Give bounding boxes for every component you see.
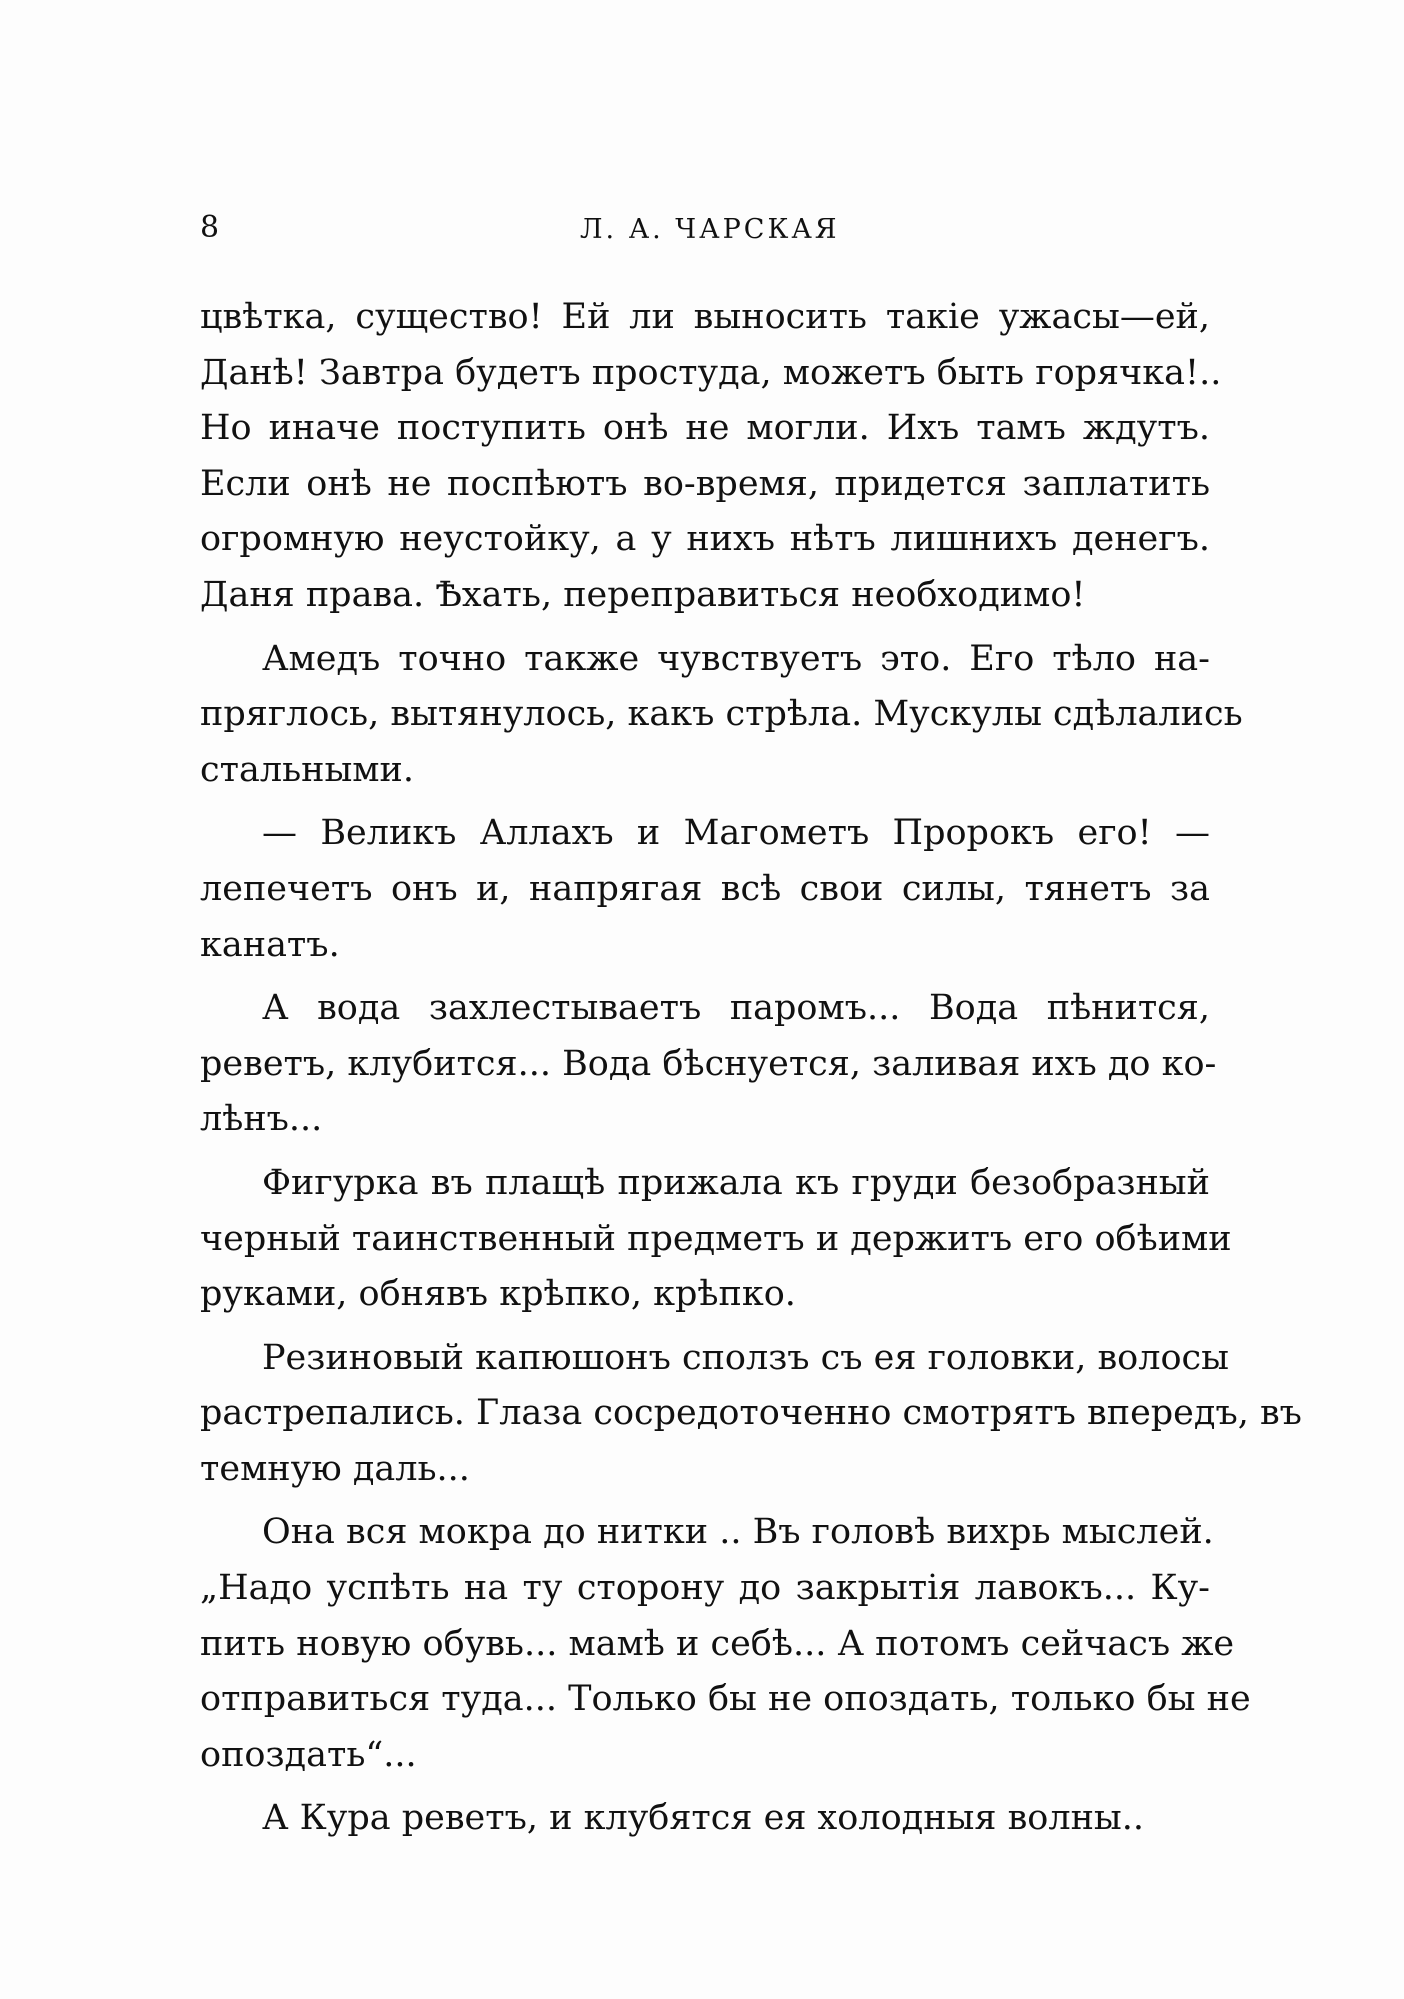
text-line: „Надо успѣть на ту сторону до закрытія лавокъ... Ку- [200,1568,1210,1609]
text-line: опоздать“... [200,1734,417,1775]
text-line: Амедъ точно также чувствуетъ это. Его тѣло на- [262,638,1210,679]
text-line: черный таинственный предметъ и держитъ его обѣими [200,1218,1232,1259]
text-line: — Великъ Аллахъ и Магометъ Пророкъ его! — [262,813,1210,854]
running-head [200,210,1210,250]
page-number: 8 [200,210,220,245]
text-line: А вода захлестываетъ паромъ... Вода пѣнится, [262,988,1210,1029]
text-line: реветъ, клубится... Вода бѣснуется, заливая ихъ до ко- [200,1043,1217,1084]
text-line: стальными. [200,749,414,790]
text-line: огромную неустойку, а у нихъ нѣтъ лишнихъ денегъ. [200,519,1210,560]
text-line: Но иначе поступить онѣ не могли. Ихъ тамъ ждутъ. [200,408,1210,449]
text-line: Даня права. Ѣхать, переправиться необходимо! [200,574,1086,615]
text-line: растрепались. Глаза сосредоточенно смотрятъ впередъ, въ [200,1393,1302,1434]
body-text [200,290,1302,1847]
text-line: пить новую обувь... мамѣ и себѣ... А потомъ сейчасъ же [200,1623,1235,1664]
text-line: лепечетъ онъ и, напрягая всѣ свои силы, тянетъ за [200,868,1210,909]
text-line: темную даль... [200,1448,470,1489]
text-line: руками, обнявъ крѣпко, крѣпко. [200,1274,796,1315]
text-line: Резиновый капюшонъ сползъ съ ея головки, волосы [262,1337,1230,1378]
text-line: Данѣ! Завтра будетъ простуда, можетъ быть горячка!.. [200,352,1222,393]
text-line: отправиться туда... Только бы не опоздать, только бы не [200,1679,1251,1720]
text-line: лѣнъ... [200,1099,323,1140]
text-line: пряглось, вытянулось, какъ стрѣла. Мускулы сдѣлались [200,694,1243,735]
author-name: Л. А. ЧАРСКАЯ [580,214,840,245]
text-line: цвѣтка, существо! Ей ли выносить такіе ужасы—ей, [200,297,1210,337]
text-line: Она вся мокра до нитки .. Въ головѣ вихрь мыслей. [262,1512,1214,1553]
text-line: Фигурка въ плащѣ прижала къ груди безобразный [262,1162,1210,1203]
text-line: канатъ. [200,924,340,965]
text-line: А Кура реветъ, и клубятся ея холодныя волны.. [262,1798,1145,1839]
text-line: Если онѣ не поспѣютъ во-время, придется заплатить [200,463,1210,504]
